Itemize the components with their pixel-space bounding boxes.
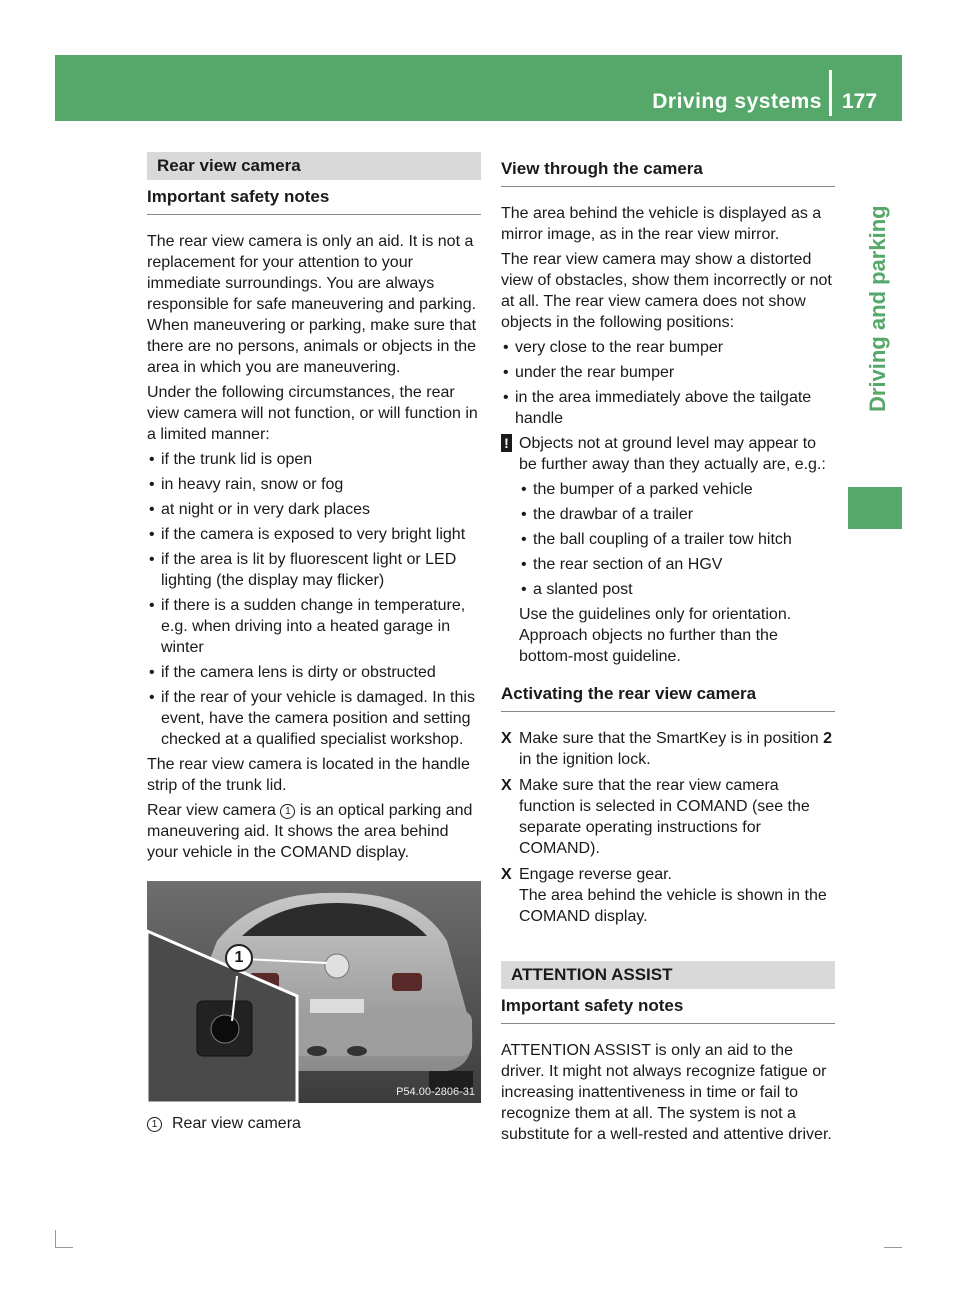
image-code: P54.00-2806-31 — [396, 1086, 475, 1098]
subheading: Important safety notes — [147, 186, 481, 215]
header-divider — [829, 70, 832, 116]
page-number: 177 — [842, 90, 878, 113]
conditions-list — [147, 449, 481, 750]
step-arrow-icon: X — [501, 730, 512, 747]
photo-callout-marker: 1 — [225, 944, 253, 972]
crop-mark — [884, 1247, 902, 1248]
list-item: • if the camera is exposed to very bright light — [147, 524, 481, 545]
warning-text: Objects not at ground level may appear to be further away than they actually are, e.g.: — [519, 435, 826, 473]
list-item: • if the area is lit by fluorescent light or LED lighting (the display may flicker) — [147, 549, 481, 591]
step-item — [501, 864, 835, 927]
positions-list — [501, 337, 835, 429]
guidance-text: Use the guidelines only for orientation. Approach objects no further than the bottom-most guideline. — [519, 606, 792, 665]
step-text: Engage reverse gear. — [519, 866, 672, 883]
caption-text: Rear view camera — [172, 1115, 301, 1132]
step-arrow-icon: X — [501, 777, 512, 794]
subheading: View through the camera — [501, 158, 835, 187]
examples-list — [519, 479, 835, 600]
aid-text-start: Rear view camera — [147, 802, 276, 819]
step-item — [501, 728, 835, 770]
list-item: • if the camera lens is dirty or obstructed — [147, 662, 481, 683]
step-item — [501, 775, 835, 859]
aid-text-end: is an optical parking and maneuvering aid. It shows the area behind your vehicle in the COMAND display. — [147, 802, 473, 861]
view-paragraph: The area behind the vehicle is displayed as a mirror image, as in the rear view mirror. — [501, 205, 822, 243]
image-caption — [147, 1113, 481, 1134]
conditions-intro: Under the following circumstances, the rear view camera will not function, or will function in a limited manner: — [147, 384, 478, 443]
list-item: • the drawbar of a trailer — [519, 504, 835, 525]
list-item: • in heavy rain, snow or fog — [147, 474, 481, 495]
step-result: The area behind the vehicle is shown in the COMAND display. — [519, 887, 827, 925]
list-item: • in the area immediately above the tailgate handle — [501, 387, 835, 429]
section-band: ATTENTION ASSIST — [501, 961, 835, 989]
section-title: Driving systems — [652, 90, 822, 113]
list-item: • if the rear of your vehicle is damaged. In this event, have the camera position and setting checked at a qualified specialist workshop. — [147, 687, 481, 750]
step-arrow-icon: X — [501, 866, 512, 883]
step-text: Make sure that the SmartKey is in position — [519, 730, 819, 747]
list-item: • a slanted post — [519, 579, 835, 600]
attention-paragraph: ATTENTION ASSIST is only an aid to the driver. It might not always recognize fatigue or increasing inattentiveness in time or fail to recognize them at all. The system is not a substitute for a well-rested and attentive driver. — [501, 1042, 832, 1143]
step-position: 2 — [823, 730, 833, 747]
car-rear-illustration — [147, 881, 481, 1103]
right-column — [501, 152, 835, 1149]
left-column — [147, 152, 481, 1134]
view-paragraph: The rear view camera may show a distorted view of obstacles, show them incorrectly or not at all. The rear view camera does not show objects in the following positions: — [501, 251, 832, 331]
step-text: in the ignition lock. — [519, 751, 651, 768]
caption-marker: 1 — [147, 1117, 162, 1132]
list-item: • at night or in very dark places — [147, 499, 481, 520]
warning-note — [501, 433, 835, 667]
steps-list — [501, 728, 835, 927]
step-text: Make sure that the rear view camera function is selected in COMAND (see the separate operating instructions for COMAND). — [519, 777, 810, 857]
crop-mark — [55, 1230, 56, 1248]
intro-paragraph: The rear view camera is only an aid. It is not a replacement for your attention to your immediate surroundings. You are always responsible for safe maneuvering and parking. When maneuvering or parking, make sure that there are no persons, animals or objects in the area in which you are maneuvering. — [147, 233, 477, 376]
list-item: • very close to the rear bumper — [501, 337, 835, 358]
list-item: • under the rear bumper — [501, 362, 835, 383]
list-item: • the ball coupling of a trailer tow hitch — [519, 529, 835, 550]
list-item: • the bumper of a parked vehicle — [519, 479, 835, 500]
warning-icon: ! — [501, 434, 512, 452]
aid-paragraph — [147, 800, 481, 863]
location-paragraph: The rear view camera is located in the handle strip of the trunk lid. — [147, 756, 470, 794]
section-band: Rear view camera — [147, 152, 481, 180]
chapter-tab — [848, 487, 902, 529]
callout-marker: 1 — [280, 804, 295, 819]
subheading: Important safety notes — [501, 995, 835, 1024]
subheading: Activating the rear view camera — [501, 683, 835, 712]
list-item: • if the trunk lid is open — [147, 449, 481, 470]
chapter-label: Driving and parking — [865, 205, 890, 412]
rear-camera-photo — [147, 881, 481, 1103]
list-item: • the rear section of an HGV — [519, 554, 835, 575]
crop-mark — [55, 1247, 73, 1248]
list-item: • if there is a sudden change in temperature, e.g. when driving into a heated garage in winter — [147, 595, 481, 658]
